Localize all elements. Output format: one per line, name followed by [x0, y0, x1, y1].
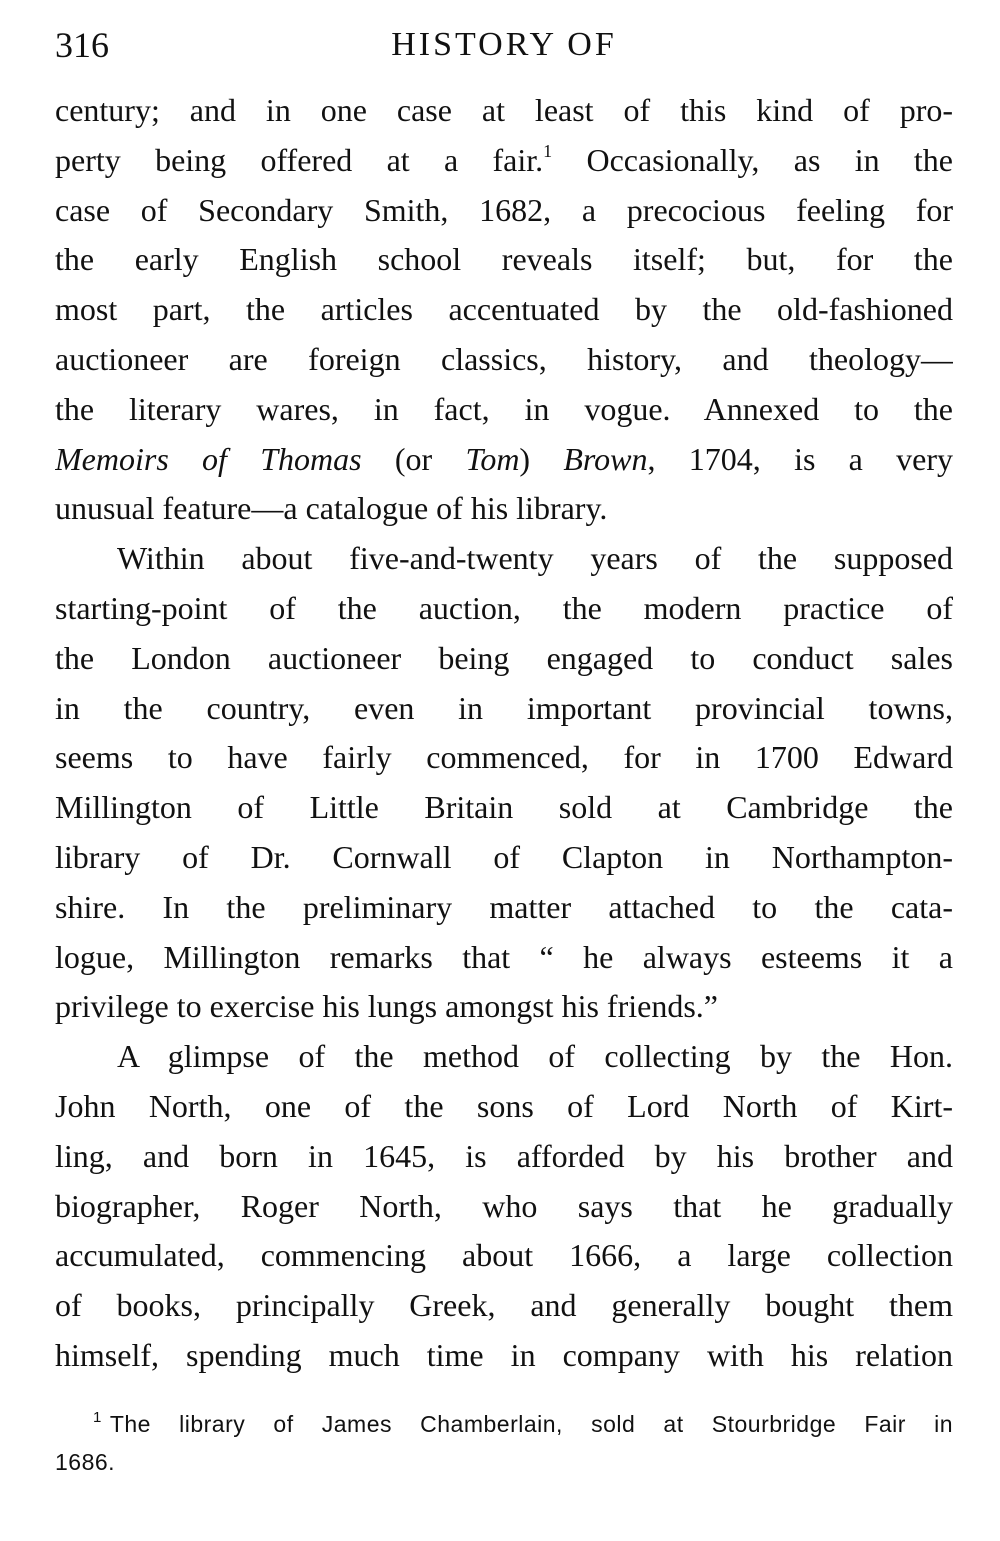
text-line: the London auctioneer being engaged to conduct sales: [55, 639, 953, 676]
text-line: unusual feature—a catalogue of his library.: [55, 490, 608, 527]
text-line: logue, Millington remarks that “ he always esteems it a: [55, 938, 953, 975]
body-text: [55, 86, 953, 1381]
footnotes: [55, 1405, 953, 1481]
book-title: Memoirs of Thomas: [55, 440, 362, 477]
running-head: [55, 20, 953, 70]
text-line: starting-point of the auction, the modern practice of: [55, 589, 953, 626]
text-line: biographer, Roger North, who says that he gradually: [55, 1187, 953, 1224]
text-line: accumulated, commencing about 1666, a large collection: [55, 1237, 953, 1274]
text-line: most part, the articles accentuated by the old-fashioned: [55, 291, 953, 328]
paragraph-2: [55, 534, 953, 1032]
text-line: the early English school reveals itself; but, for the: [55, 241, 953, 278]
book-title: Tom: [465, 440, 520, 477]
text-line: A glimpse of the method of collecting by the Hon.: [117, 1038, 953, 1075]
text-line: century; and in one case at least of this kind of pro-: [55, 92, 953, 128]
text-line: himself, spending much time in company with his relation: [55, 1336, 953, 1373]
text-line: seems to have fairly commenced, for in 1700 Edward: [55, 739, 953, 776]
text-line: Within about five-and-twenty years of the supposed: [117, 540, 953, 577]
footnote-ref: 1: [543, 140, 553, 161]
text-line: John North, one of the sons of Lord North of Kirt-: [55, 1087, 953, 1124]
footnote: [55, 1405, 953, 1481]
footnote-line: 1686.: [55, 1449, 116, 1475]
running-title: HISTORY OF: [391, 26, 617, 63]
text-line: perty being offered at a fair.$^1$ Occasionally, as in the: [55, 140, 953, 178]
text-line: case of Secondary Smith, 1682, a precocious feeling for: [55, 191, 953, 228]
book-title: Brown: [563, 440, 648, 477]
paragraph-1: [55, 86, 953, 534]
text-line: auctioneer are foreign classics, history, and theology—: [55, 340, 953, 377]
footnote-line: $^1$ The library of James Chamberlain, sold at Stourbridge Fair in: [93, 1409, 953, 1437]
text-line: ling, and born in 1645, is afforded by his brother and: [55, 1137, 953, 1174]
footnote-marker: 1: [93, 1409, 102, 1426]
text-line: library of Dr. Cornwall of Clapton in Northampton-: [55, 838, 953, 875]
text-line: Memoirs of Thomas (or Tom) Brown, 1704, is a very: [55, 440, 953, 477]
text-line: shire. In the preliminary matter attached to the cata-: [55, 888, 953, 925]
text-line: in the country, even in important provincial towns,: [55, 689, 953, 726]
text-line: the literary wares, in fact, in vogue. Annexed to the: [55, 390, 953, 427]
page-number: 316: [55, 25, 109, 65]
text-line: Millington of Little Britain sold at Cambridge the: [55, 789, 953, 826]
text-line: of books, principally Greek, and generally bought them: [55, 1287, 953, 1324]
paragraph-3: [55, 1032, 953, 1381]
text-line: privilege to exercise his lungs amongst his friends.”: [55, 988, 718, 1025]
